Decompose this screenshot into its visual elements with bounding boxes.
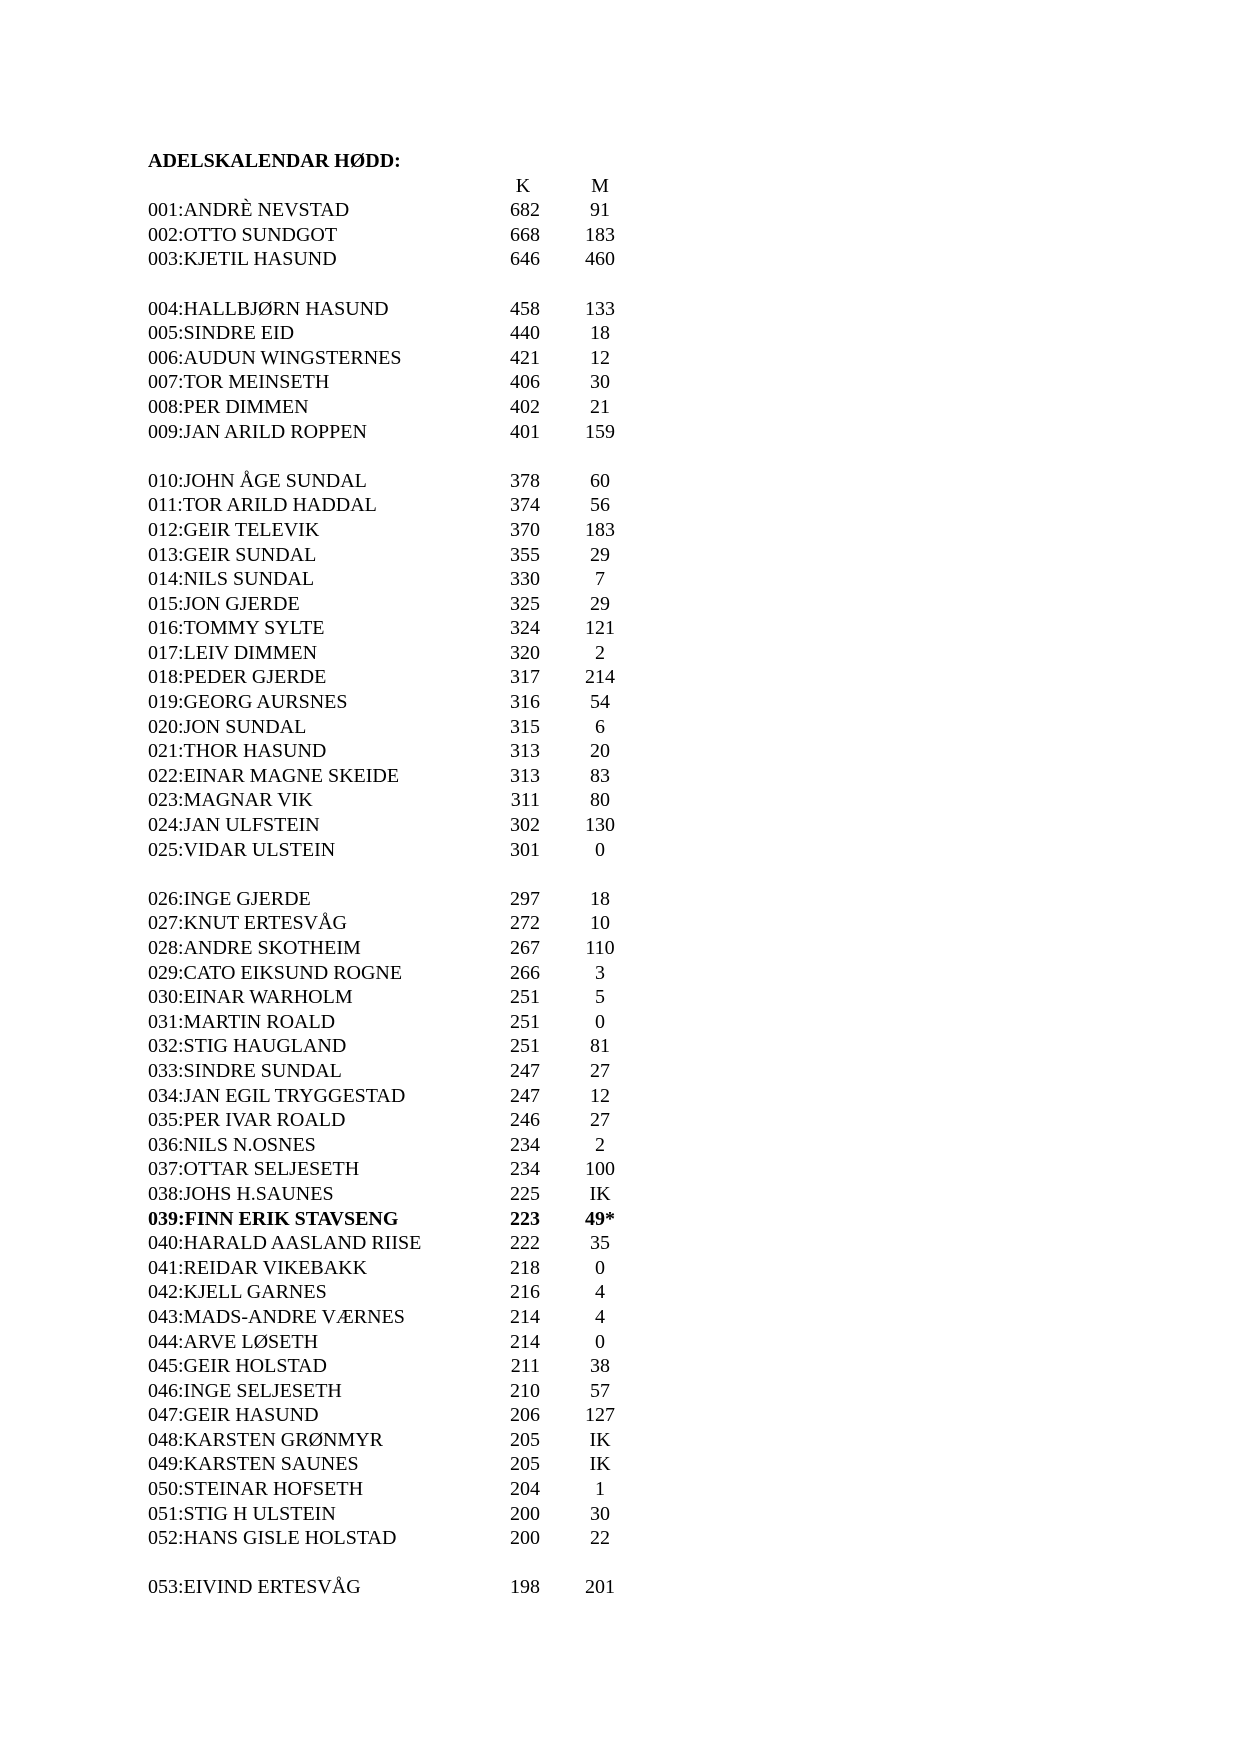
list-item	[148, 567, 668, 592]
k-value: 355	[510, 543, 540, 566]
list-item	[148, 887, 668, 912]
list-item	[148, 1305, 668, 1330]
list-item	[148, 641, 668, 666]
document-page	[148, 149, 668, 1600]
list-item	[148, 1575, 668, 1600]
m-value: 0	[595, 1330, 605, 1353]
column-header-m: M	[591, 174, 609, 197]
m-value: 83	[590, 764, 610, 787]
list-item	[148, 420, 668, 445]
player-name: 030:EINAR WARHOLM	[148, 986, 353, 1009]
k-value: 311	[510, 789, 540, 812]
m-value: 29	[590, 543, 610, 566]
player-name: 014:NILS SUNDAL	[148, 568, 315, 591]
m-value: 121	[585, 617, 615, 640]
k-value: 216	[510, 1281, 540, 1304]
player-name: 052:HANS GISLE HOLSTAD	[148, 1527, 397, 1550]
k-value: 646	[510, 248, 540, 271]
m-value: 201	[585, 1576, 615, 1599]
k-value: 266	[510, 961, 540, 984]
player-name: 048:KARSTEN GRØNMYR	[148, 1428, 384, 1451]
list-item	[148, 493, 668, 518]
player-name: 040:HARALD AASLAND RIISE	[148, 1232, 422, 1255]
player-name: 045:GEIR HOLSTAD	[148, 1355, 327, 1378]
list-item	[148, 543, 668, 568]
m-value: 6	[595, 715, 605, 738]
list-item	[148, 1157, 668, 1182]
list-item	[148, 690, 668, 715]
list-item	[148, 395, 668, 420]
m-value: 20	[590, 740, 610, 763]
player-name: 044:ARVE LØSETH	[148, 1330, 319, 1353]
m-value: 91	[590, 199, 610, 222]
k-value: 204	[510, 1478, 540, 1501]
list-item	[148, 1231, 668, 1256]
m-value: 159	[585, 420, 615, 443]
k-value: 458	[510, 297, 540, 320]
list-item	[148, 764, 668, 789]
m-value: 57	[590, 1379, 610, 1402]
list-item	[148, 1133, 668, 1158]
m-value: 1	[595, 1478, 605, 1501]
m-value: 3	[595, 961, 605, 984]
k-value: 668	[510, 223, 540, 246]
column-header-row	[148, 174, 668, 199]
m-value: 2	[595, 641, 605, 664]
list-item	[148, 1010, 668, 1035]
player-name: 011:TOR ARILD HADDAL	[148, 494, 377, 517]
k-value: 211	[510, 1355, 540, 1378]
m-value: 27	[590, 1059, 610, 1082]
m-value: 81	[590, 1035, 610, 1058]
k-value: 205	[510, 1453, 540, 1476]
player-name: 018:PEDER GJERDE	[148, 666, 327, 689]
list-item	[148, 1034, 668, 1059]
player-name: 028:ANDRE SKOTHEIM	[148, 937, 361, 959]
list-item	[148, 1502, 668, 1527]
list-item	[148, 1280, 668, 1305]
k-value: 370	[510, 518, 540, 541]
m-value: 127	[585, 1404, 615, 1427]
list-item	[148, 321, 668, 346]
player-name: 038:JOHS H.SAUNES	[148, 1182, 334, 1205]
m-value: 5	[595, 986, 605, 1009]
k-value: 297	[510, 887, 540, 910]
list-item	[148, 1526, 668, 1551]
k-value: 214	[510, 1305, 540, 1328]
k-value: 272	[510, 912, 540, 935]
player-name: 019:GEORG AURSNES	[148, 691, 348, 714]
player-name: 043:MADS-ANDRE VÆRNES	[148, 1305, 405, 1328]
m-value: 2	[595, 1133, 605, 1156]
player-name: 001:ANDRÈ NEVSTAD	[148, 199, 350, 222]
list-item	[148, 715, 668, 740]
list-item	[148, 788, 668, 813]
player-name: 015:JON GJERDE	[148, 592, 300, 615]
m-value: 0	[595, 1256, 605, 1279]
list-item	[148, 813, 668, 838]
player-name: 013:GEIR SUNDAL	[148, 543, 317, 566]
player-name: 041:REIDAR VIKEBAKK	[148, 1256, 368, 1279]
k-value: 218	[510, 1256, 540, 1279]
player-name: 006:AUDUN WINGSTERNES	[148, 346, 402, 369]
list-item	[148, 1403, 668, 1428]
list-item	[148, 346, 668, 371]
m-value: 60	[590, 469, 610, 492]
list-item	[148, 1330, 668, 1355]
list-item	[148, 665, 668, 690]
m-value: 183	[585, 518, 615, 541]
k-value: 330	[510, 568, 540, 591]
k-value: 401	[510, 420, 540, 443]
k-value: 378	[510, 469, 540, 492]
list-item	[148, 838, 668, 863]
k-value: 421	[510, 346, 540, 369]
player-name: 035:PER IVAR ROALD	[148, 1109, 346, 1132]
k-value: 234	[510, 1158, 540, 1181]
k-value: 198	[510, 1576, 540, 1599]
m-value: 35	[590, 1232, 610, 1255]
player-name: 023:MAGNAR VIK	[148, 789, 313, 812]
m-value: 30	[590, 371, 610, 394]
k-value: 267	[510, 937, 540, 959]
k-value: 205	[510, 1428, 540, 1451]
list-item	[148, 1059, 668, 1084]
player-name: 005:SINDRE EID	[148, 322, 295, 345]
list-item	[148, 592, 668, 617]
m-value: 80	[590, 789, 610, 812]
player-name: 002:OTTO SUNDGOT	[148, 223, 338, 246]
list-item	[148, 1207, 668, 1232]
list-item	[148, 297, 668, 322]
m-value: 12	[590, 346, 610, 369]
player-name: 012:GEIR TELEVIK	[148, 518, 320, 541]
k-value: 302	[510, 814, 540, 837]
k-value: 317	[510, 666, 540, 689]
player-name: 049:KARSTEN SAUNES	[148, 1453, 359, 1476]
k-value: 247	[510, 1059, 540, 1082]
list-item	[148, 1256, 668, 1281]
document-title: ADELSKALENDAR HØDD:	[148, 150, 401, 172]
k-value: 315	[510, 715, 540, 738]
column-header-k: K	[515, 174, 531, 197]
k-value: 440	[510, 322, 540, 345]
player-name: 007:TOR MEINSETH	[148, 371, 330, 394]
list-item	[148, 1379, 668, 1404]
player-name: 020:JON SUNDAL	[148, 715, 307, 738]
list-item	[148, 1477, 668, 1502]
m-value: 4	[595, 1281, 605, 1304]
list-item	[148, 739, 668, 764]
m-value: 214	[585, 666, 615, 689]
k-value: 223	[510, 1207, 540, 1230]
k-value: 324	[510, 617, 540, 640]
list-item	[148, 1108, 668, 1133]
m-value: 18	[590, 322, 610, 345]
list-item	[148, 1428, 668, 1453]
k-value: 210	[510, 1379, 540, 1402]
player-name: 047:GEIR HASUND	[148, 1404, 319, 1427]
k-value: 206	[510, 1404, 540, 1427]
player-name: 027:KNUT ERTESVÅG	[148, 912, 347, 935]
list-item	[148, 936, 668, 961]
player-name: 003:KJETIL HASUND	[148, 248, 337, 271]
m-value: 38	[590, 1355, 610, 1378]
player-name: 037:OTTAR SELJESETH	[148, 1158, 360, 1181]
k-value: 251	[510, 986, 540, 1009]
player-name: 051:STIG H ULSTEIN	[148, 1502, 336, 1525]
list-item	[148, 1452, 668, 1477]
k-value: 325	[510, 592, 540, 615]
m-value: 7	[595, 568, 605, 591]
m-value: 54	[590, 691, 610, 714]
m-value: 27	[590, 1109, 610, 1132]
list-item	[148, 198, 668, 223]
k-value: 234	[510, 1133, 540, 1156]
list-item	[148, 1084, 668, 1109]
player-name: 034:JAN EGIL TRYGGESTAD	[148, 1084, 406, 1107]
k-value: 251	[510, 1010, 540, 1033]
player-name: 025:VIDAR ULSTEIN	[148, 838, 336, 861]
m-value: 100	[585, 1158, 615, 1181]
player-name: 004:HALLBJØRN HASUND	[148, 297, 389, 320]
k-value: 313	[510, 764, 540, 787]
player-name: 029:CATO EIKSUND ROGNE	[148, 961, 403, 984]
list-item	[148, 1182, 668, 1207]
m-value: 29	[590, 592, 610, 615]
player-name: 009:JAN ARILD ROPPEN	[148, 420, 367, 443]
k-value: 247	[510, 1084, 540, 1107]
k-value: 214	[510, 1330, 540, 1353]
k-value: 402	[510, 395, 540, 418]
k-value: 682	[510, 199, 540, 222]
k-value: 406	[510, 371, 540, 394]
m-value: IK	[589, 1182, 611, 1205]
k-value: 246	[510, 1109, 540, 1132]
m-value: 0	[595, 1010, 605, 1033]
k-value: 313	[510, 740, 540, 763]
list-item	[148, 616, 668, 641]
m-value: 460	[585, 248, 615, 271]
m-value: IK	[589, 1428, 611, 1451]
m-value: 30	[590, 1502, 610, 1525]
k-value: 374	[510, 494, 540, 517]
k-value: 320	[510, 641, 540, 664]
list-item	[148, 469, 668, 494]
m-value: 18	[590, 887, 610, 910]
k-value: 251	[510, 1035, 540, 1058]
player-name: 017:LEIV DIMMEN	[148, 641, 318, 664]
player-name: 021:THOR HASUND	[148, 740, 327, 763]
m-value: 183	[585, 223, 615, 246]
m-value: 10	[590, 912, 610, 935]
player-name: 032:STIG HAUGLAND	[148, 1035, 347, 1058]
player-name: 046:INGE SELJESETH	[148, 1379, 342, 1402]
k-value: 200	[510, 1502, 540, 1525]
player-name: 026:INGE GJERDE	[148, 887, 311, 910]
list-item	[148, 223, 668, 248]
ranking-list	[148, 198, 668, 1600]
player-name: 008:PER DIMMEN	[148, 395, 309, 418]
k-value: 316	[510, 691, 540, 714]
player-name: 053:EIVIND ERTESVÅG	[148, 1576, 361, 1599]
m-value: IK	[589, 1453, 611, 1476]
player-name: 010:JOHN ÅGE SUNDAL	[148, 469, 367, 492]
m-value: 130	[585, 814, 615, 837]
player-name: 033:SINDRE SUNDAL	[148, 1059, 342, 1082]
list-item	[148, 1354, 668, 1379]
list-item	[148, 370, 668, 395]
player-name: 022:EINAR MAGNE SKEIDE	[148, 764, 400, 787]
player-name: 036:NILS N.OSNES	[148, 1133, 316, 1156]
list-item	[148, 985, 668, 1010]
m-value: 21	[590, 395, 610, 418]
m-value: 4	[595, 1305, 605, 1328]
m-value: 133	[585, 297, 615, 320]
player-name: 024:JAN ULFSTEIN	[148, 814, 320, 837]
list-item	[148, 518, 668, 543]
player-name: 031:MARTIN ROALD	[148, 1010, 336, 1033]
k-value: 200	[510, 1527, 540, 1550]
list-item	[148, 247, 668, 272]
m-value: 22	[590, 1527, 610, 1550]
m-value: 49*	[585, 1207, 615, 1230]
k-value: 222	[510, 1232, 540, 1255]
k-value: 225	[510, 1182, 540, 1205]
list-item	[148, 911, 668, 936]
player-name: 042:KJELL GARNES	[148, 1281, 327, 1304]
m-value: 110	[585, 937, 615, 959]
k-value: 301	[510, 838, 540, 861]
player-name: 016:TOMMY SYLTE	[148, 617, 325, 640]
m-value: 0	[595, 838, 605, 861]
player-name: 050:STEINAR HOFSETH	[148, 1478, 364, 1501]
m-value: 56	[590, 494, 610, 517]
player-name: 039:FINN ERIK STAVSENG	[148, 1207, 399, 1230]
m-value: 12	[590, 1084, 610, 1107]
list-item	[148, 961, 668, 986]
